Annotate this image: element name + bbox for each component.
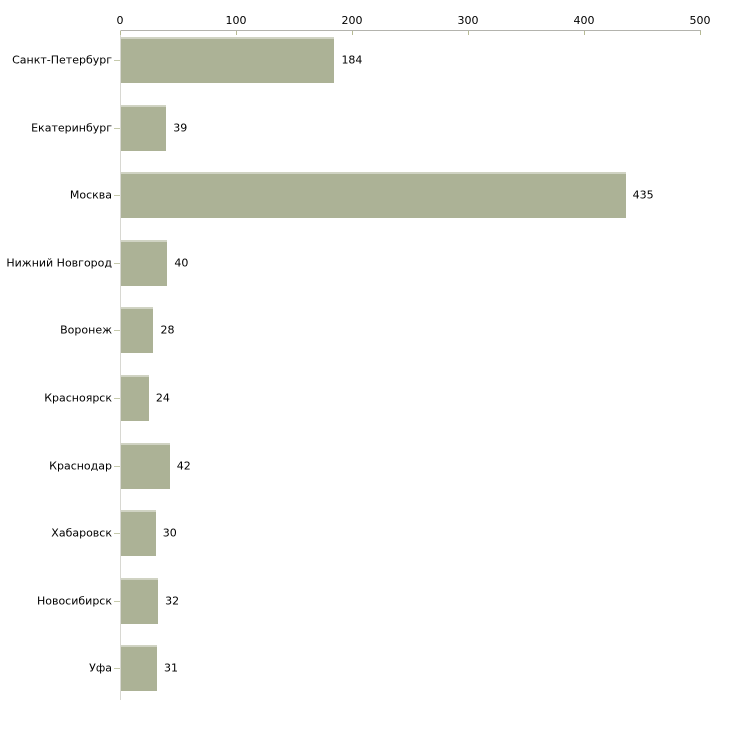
y-tick-mark [114,668,120,669]
bar [121,240,167,286]
bar-value-label: 184 [341,53,363,67]
x-tick-label: 300 [457,14,479,27]
bar [121,105,166,151]
x-tick-mark [120,31,121,35]
y-tick-mark [114,60,120,61]
y-tick-mark [114,466,120,467]
bar [121,578,158,624]
bar-value-label: 24 [155,391,170,405]
category-label: Красноярск [44,391,112,405]
x-tick-label: 0 [116,14,124,27]
x-tick-mark [352,31,353,35]
x-tick-mark [236,31,237,35]
y-tick-mark [114,128,120,129]
bar [121,37,334,83]
y-tick-mark [114,601,120,602]
bar-value-label: 28 [160,323,175,337]
bar [121,645,157,691]
category-label: Воронеж [60,323,112,337]
bar [121,307,153,353]
bar [121,510,156,556]
x-tick-mark [700,31,701,35]
x-tick-mark [584,31,585,35]
category-label: Санкт-Петербург [12,53,112,67]
bar-value-label: 39 [173,121,188,135]
x-axis-line [120,30,701,31]
y-tick-mark [114,330,120,331]
bar [121,375,149,421]
category-label: Уфа [89,661,112,675]
bar-value-label: 32 [165,594,180,608]
category-label: Краснодар [49,459,112,473]
x-tick-label: 400 [573,14,595,27]
bar [121,443,170,489]
x-tick-label: 500 [689,14,711,27]
bar-value-label: 30 [162,526,177,540]
category-label: Екатеринбург [31,121,112,135]
bar-value-label: 31 [163,661,178,675]
y-tick-mark [114,263,120,264]
x-tick-label: 100 [225,14,247,27]
x-tick-mark [468,31,469,35]
category-label: Москва [69,188,112,202]
bar-value-label: 42 [176,459,191,473]
category-label: Нижний Новгород [6,256,112,270]
category-label: Новосибирск [36,594,112,608]
x-tick-label: 200 [341,14,363,27]
y-tick-mark [114,398,120,399]
bar-value-label: 40 [174,256,189,270]
category-label: Хабаровск [51,526,112,540]
y-tick-mark [114,195,120,196]
bar-value-label: 435 [632,188,654,202]
y-tick-mark [114,533,120,534]
bar [121,172,626,218]
